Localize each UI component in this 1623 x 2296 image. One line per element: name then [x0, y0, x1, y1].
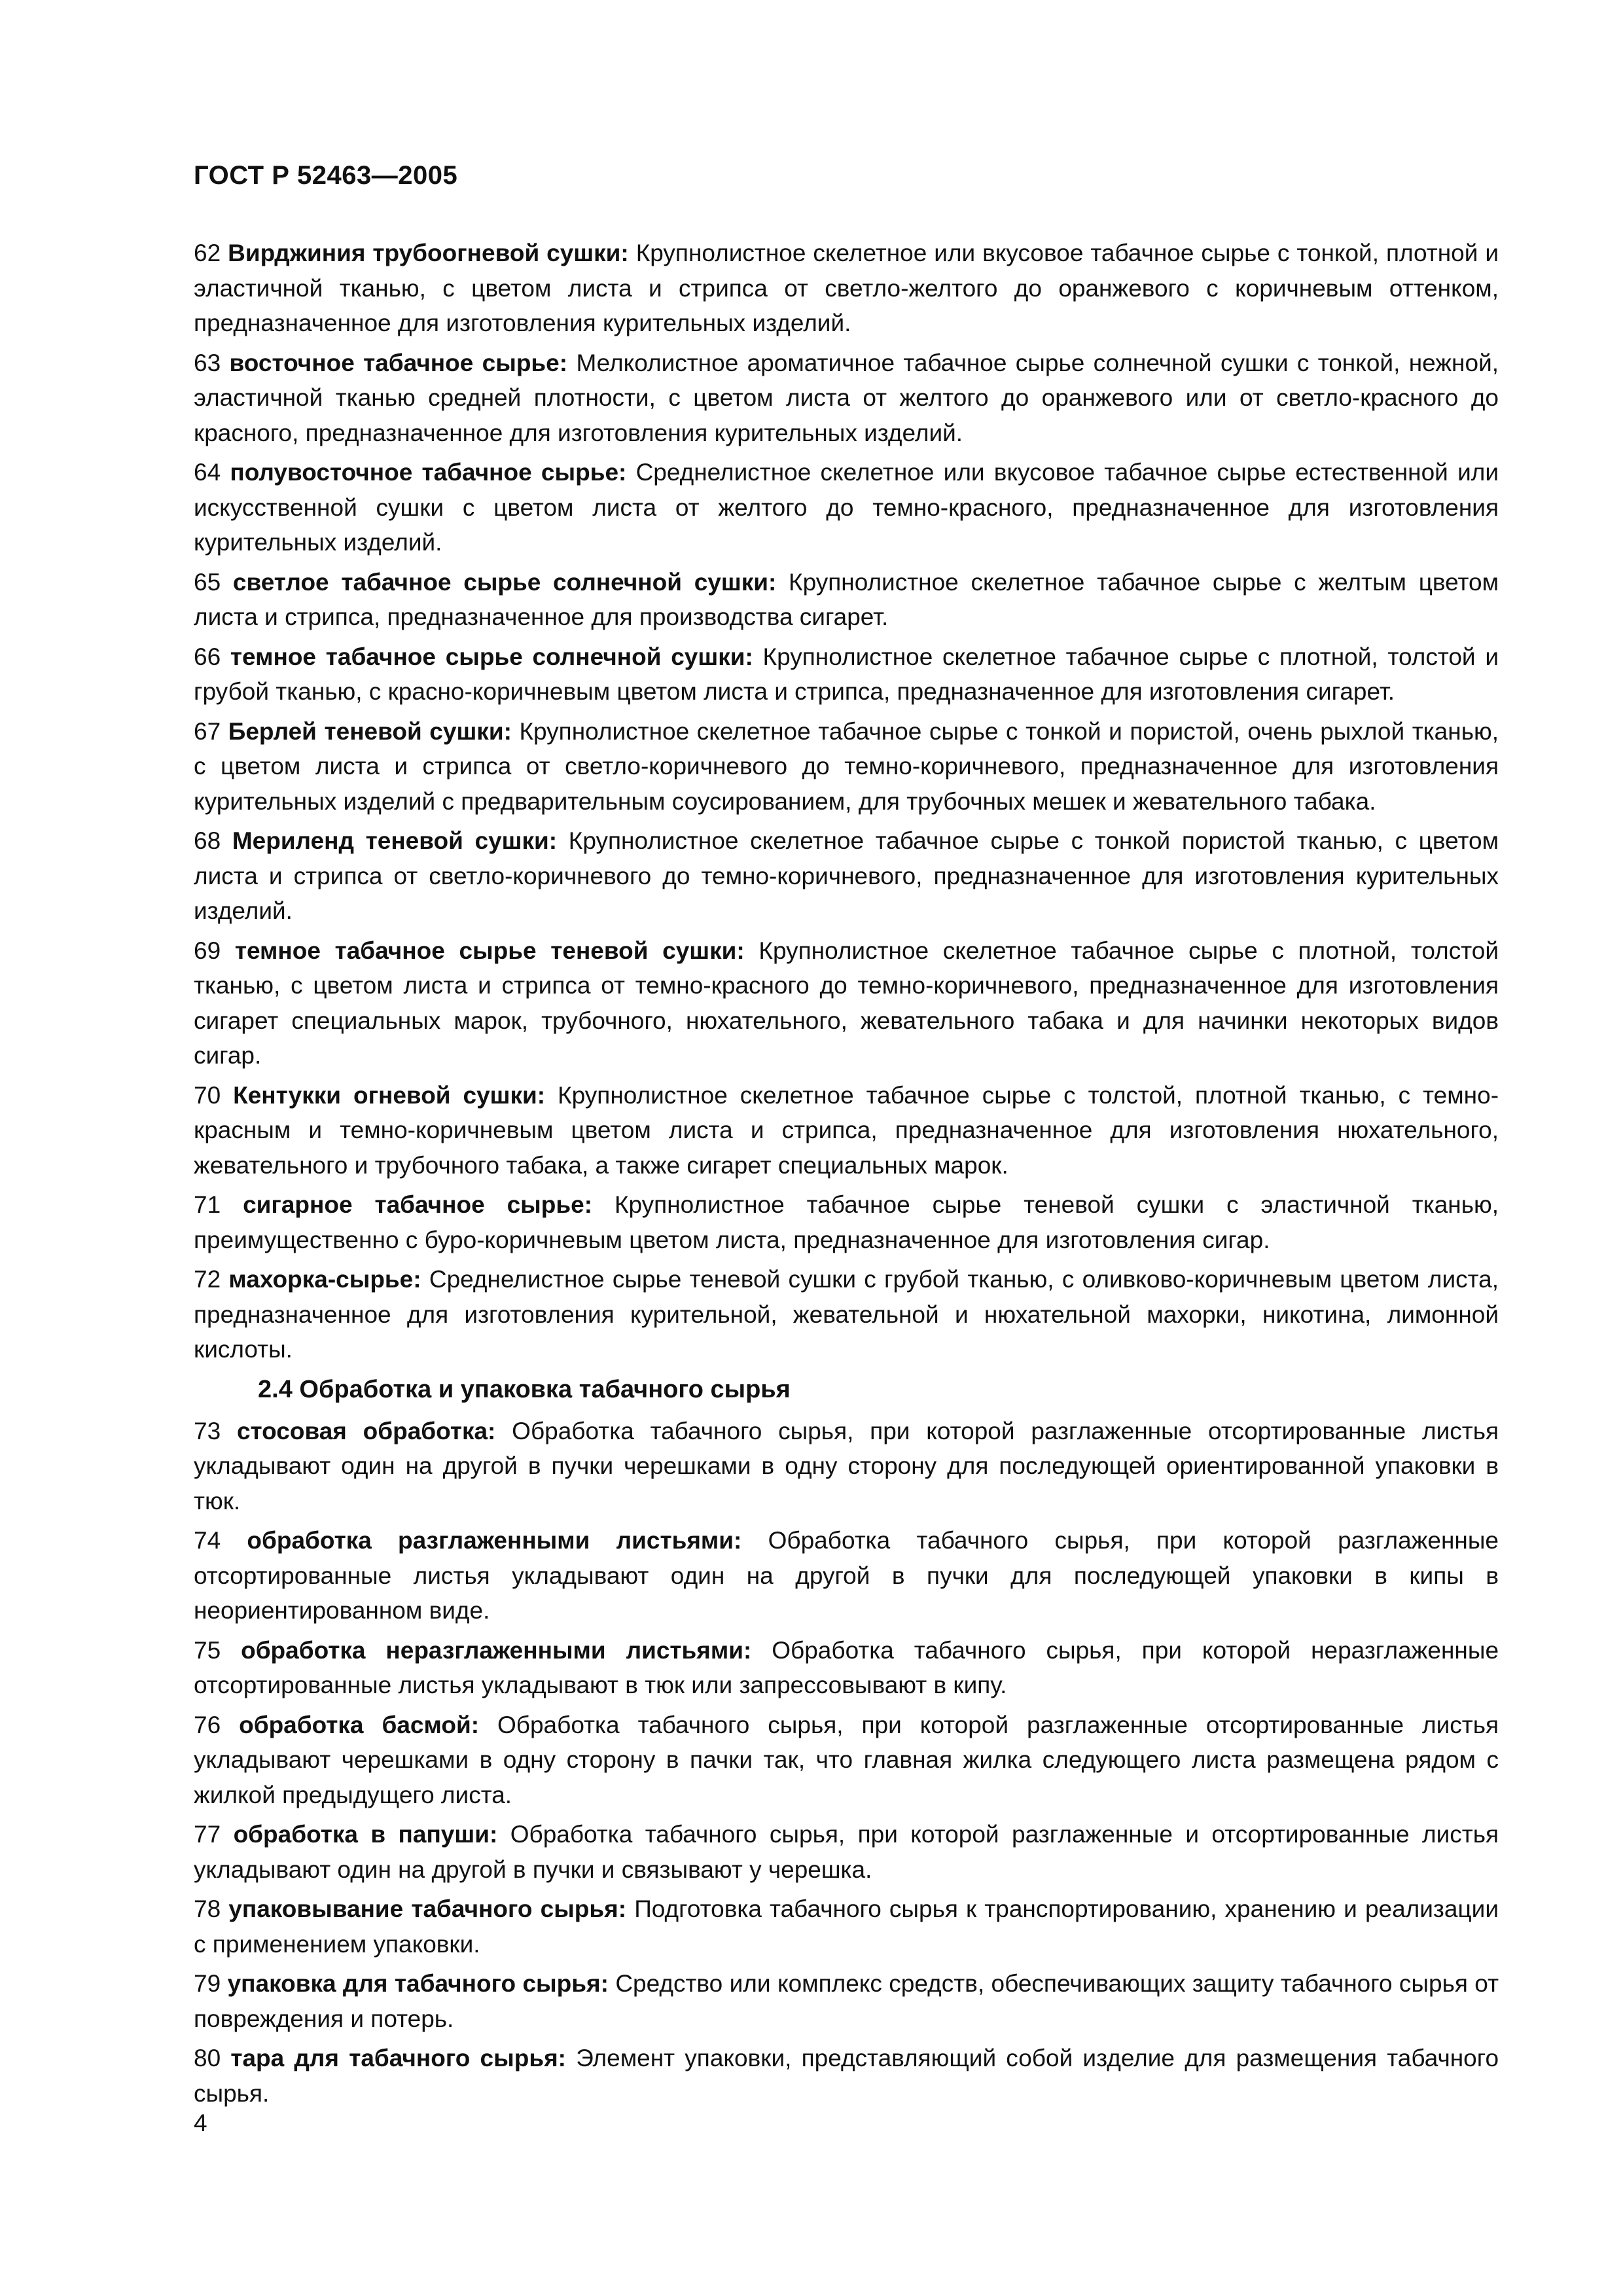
- term-name: Берлей теневой сушки:: [228, 717, 512, 745]
- term-definition: Обработка табачного сырья, при которой разглаженные отсортированные листья укладывают один на другой в пучки черешками в одну сторону для последующей ориентированной упаковки в тюк.: [194, 1417, 1499, 1515]
- term-definition: Крупнолистное скелетное табачное сырье с плотной, толстой и грубой тканью, с красно-коричневым цветом листа и стрипса, предназначенное для изготовления сигарет.: [194, 643, 1499, 705]
- term-name: обработка в папуши:: [233, 1821, 498, 1848]
- term-definition: Обработка табачного сырья, при которой неразглаженные отсортированные листья укладывают в тюк или запрессовывают в кипу.: [194, 1636, 1499, 1698]
- term-73: 73 стосовая обработка: Обработка табачного сырья, при которой разглаженные отсортированные листья укладывают один на другой в пучки черешками в одну сторону для последующей ориентированной упаковки в тюк.: [194, 1417, 1499, 1515]
- term-definition: Мелколистное ароматичное табачное сырье солнечной сушки с тонкой, нежной, эластичной тканью средней плотности, с цветом листа от желтого до оранжевого или от светло-красного до красного, предназначенное для изготовления курительных изделий.: [194, 349, 1499, 446]
- term-66: 66 темное табачное сырье солнечной сушки: Крупнолистное скелетное табачное сырье с плотной, толстой и грубой тканью, с красно-коричневым цветом листа и стрипса, предназначенное для изготовления сигарет.: [194, 643, 1499, 705]
- page-number: 4: [194, 2109, 207, 2136]
- term-67: 67 Берлей теневой сушки: Крупнолистное скелетное табачное сырье с тонкой и пористой, очень рыхлой тканью, с цветом листа и стрипса от светло-коричневого до темно-коричневого, предназначенное для изготовления курительных изделий с предварительным соусированием, для трубочных мешек и жевательного табака.: [194, 717, 1499, 815]
- document-body: [194, 236, 1499, 2115]
- term-definition: Обработка табачного сырья, при которой разглаженные отсортированные листья укладывают один на другой в пучки для последующей упаковки в кипы в неориентированном виде.: [194, 1527, 1499, 1624]
- term-name: Кентукки огневой сушки:: [233, 1081, 546, 1109]
- term-69: 69 темное табачное сырье теневой сушки: Крупнолистное скелетное табачное сырье с плотной, толстой тканью, с цветом листа и стрипса от темно-красного до темно-коричневого, предназначенное для изготовления сигарет специальных марок, трубочного, нюхательного, жевательного табака и для начинки некоторых видов сигар.: [194, 937, 1499, 1069]
- term-definition: Крупнолистное табачное сырье теневой сушки с эластичной тканью, преимущественно с буро-коричневым цветом листа, предназначенное для изготовления сигар.: [194, 1191, 1499, 1253]
- terms-list-raw-tobacco: [194, 236, 1499, 1367]
- term-name: Мериленд теневой сушки:: [232, 827, 558, 854]
- term-name: светлое табачное сырье солнечной сушки:: [232, 568, 777, 596]
- term-62: 62 Вирджиния трубоогневой сушки: Крупнолистное скелетное или вкусовое табачное сырье с тонкой, плотной и эластичной тканью, с цветом листа и стрипса от светло-желтого до оранжевого с коричневым оттенком, предназначенное для изготовления курительных изделий.: [194, 240, 1499, 336]
- term-77: 77 обработка в папуши: Обработка табачного сырья, при которой разглаженные и отсортированные листья укладывают один на другой в пучки и связывают у черешка.: [194, 1821, 1499, 1883]
- term-71: 71 сигарное табачное сырье: Крупнолистное табачное сырье теневой сушки с эластичной тканью, преимущественно с буро-коричневым цветом листа, предназначенное для изготовления сигар.: [194, 1191, 1499, 1253]
- term-name: полувосточное табачное сырье:: [230, 459, 627, 486]
- term-name: темное табачное сырье солнечной сушки:: [230, 643, 753, 670]
- term-name: Вирджиния трубоогневой сушки:: [228, 240, 629, 266]
- terms-list-processing-packaging: [194, 1414, 1499, 2111]
- term-definition: Обработка табачного сырья, при которой разглаженные и отсортированные листья укладывают один на другой в пучки и связывают у черешка.: [194, 1821, 1499, 1883]
- term-definition: Среднелистное сырье теневой сушки с грубой тканью, с оливково-коричневым цветом листа, предназначенное для изготовления курительной, жевательной и нюхательной махорки, никотина, лимонной кислоты.: [194, 1266, 1499, 1363]
- term-name: восточное табачное сырье:: [229, 349, 568, 376]
- term-name: тара для табачного сырья:: [230, 2045, 566, 2072]
- term-76: 76 обработка басмой: Обработка табачного сырья, при которой разглаженные отсортированные листья укладывают черешками в одну сторону в пачки так, что главная жилка следующего листа размещена рядом с жилкой предыдущего листа.: [194, 1711, 1499, 1808]
- term-name: упаковка для табачного сырья:: [227, 1970, 609, 1997]
- term-79: 79 упаковка для табачного сырья: Средство или комплекс средств, обеспечивающих защиту табачного сырья от повреждения и потерь.: [194, 1970, 1499, 2032]
- term-definition: Подготовка табачного сырья к транспортированию, хранению и реализации с применением упаковки.: [194, 1895, 1499, 1958]
- document-header: ГОСТ Р 52463—2005: [194, 161, 458, 190]
- section-heading: 2.4 Обработка и упаковка табачного сырья: [258, 1375, 791, 1403]
- term-name: упаковывание табачного сырья:: [228, 1895, 627, 1922]
- term-definition: Крупнолистное скелетное или вкусовое табачное сырье с тонкой, плотной и эластичной тканью, с цветом листа и стрипса от светло-желтого до оранжевого с коричневым оттенком, предназначенное для изготовления курительных изделий.: [194, 240, 1499, 336]
- term-definition: Элемент упаковки, представляющий собой изделие для размещения табачного сырья.: [194, 2045, 1499, 2107]
- term-78: 78 упаковывание табачного сырья: Подготовка табачного сырья к транспортированию, хранению и реализации с применением упаковки.: [194, 1895, 1499, 1958]
- term-definition: Обработка табачного сырья, при которой разглаженные отсортированные листья укладывают черешками в одну сторону в пачки так, что главная жилка следующего листа размещена рядом с жилкой предыдущего листа.: [194, 1711, 1499, 1808]
- term-63: 63 восточное табачное сырье: Мелколистное ароматичное табачное сырье солнечной сушки с тонкой, нежной, эластичной тканью средней плотности, с цветом листа от желтого до оранжевого или от светло-красного до красного, предназначенное для изготовления курительных изделий.: [194, 349, 1499, 446]
- term-name: обработка разглаженными листьями:: [247, 1527, 742, 1554]
- term-definition: Крупнолистное скелетное табачное сырье с тонкой и пористой, очень рыхлой тканью, с цветом листа и стрипса от светло-коричневого до темно-коричневого, предназначенное для изготовления курительных изделий с предварительным соусированием, для трубочных мешек и жевательного табака.: [194, 717, 1499, 815]
- term-65: 65 светлое табачное сырье солнечной сушки: Крупнолистное скелетное табачное сырье с желтым цветом листа и стрипса, предназначенное для производства сигарет.: [194, 568, 1499, 630]
- term-72: 72 махорка-сырье: Среднелистное сырье теневой сушки с грубой тканью, с оливково-коричневым цветом листа, предназначенное для изготовления курительной, жевательной и нюхательной махорки, никотина, лимонной кислоты.: [194, 1266, 1499, 1363]
- term-definition: Крупнолистное скелетное табачное сырье с плотной, толстой тканью, с цветом листа и стрипса от темно-красного до темно-коричневого, предназначенное для изготовления сигарет специальных марок, трубочного, нюхательного, жевательного табака и для начинки некоторых видов сигар.: [194, 937, 1499, 1069]
- term-definition: Средство или комплекс средств, обеспечивающих защиту табачного сырья от повреждения и потерь.: [194, 1970, 1499, 2032]
- term-name: обработка басмой:: [239, 1711, 480, 1738]
- term-80: 80 тара для табачного сырья: Элемент упаковки, представляющий собой изделие для размещения табачного сырья.: [194, 2045, 1499, 2107]
- term-75: 75 обработка неразглаженными листьями: Обработка табачного сырья, при которой неразглаженные отсортированные листья укладывают в тюк или запрессовывают в кипу.: [194, 1636, 1499, 1698]
- term-definition: Крупнолистное скелетное табачное сырье с желтым цветом листа и стрипса, предназначенное для производства сигарет.: [194, 568, 1499, 630]
- term-name: стосовая обработка:: [236, 1417, 496, 1444]
- term-definition: Среднелистное скелетное или вкусовое табачное сырье естественной или искусственной сушки с цветом листа от желтого до темно-красного, предназначенное для изготовления курительных изделий.: [194, 459, 1499, 556]
- term-64: 64 полувосточное табачное сырье: Среднелистное скелетное или вкусовое табачное сырье естественной или искусственной сушки с цветом листа от желтого до темно-красного, предназначенное для изготовления курительных изделий.: [194, 459, 1499, 556]
- term-name: сигарное табачное сырье:: [243, 1191, 593, 1218]
- term-definition: Крупнолистное скелетное табачное сырье с тонкой пористой тканью, с цветом листа и стрипса от светло-коричневого до темно-коричневого, предназначенное для изготовления курительных изделий.: [194, 827, 1499, 924]
- term-name: махорка-сырье:: [228, 1266, 421, 1293]
- term-definition: Крупнолистное скелетное табачное сырье с толстой, плотной тканью, с темно-красным и темно-коричневым цветом листа и стрипса, предназначенное для изготовления нюхательного, жевательного и трубочного табака, а также сигарет специальных марок.: [194, 1081, 1499, 1179]
- term-74: 74 обработка разглаженными листьями: Обработка табачного сырья, при которой разглаженные отсортированные листья укладывают один на другой в пучки для последующей упаковки в кипы в неориентированном виде.: [194, 1527, 1499, 1624]
- term-70: 70 Кентукки огневой сушки: Крупнолистное скелетное табачное сырье с толстой, плотной тканью, с темно-красным и темно-коричневым цветом листа и стрипса, предназначенное для изготовления нюхательного, жевательного и трубочного табака, а также сигарет специальных марок.: [194, 1081, 1499, 1179]
- term-68: 68 Мериленд теневой сушки: Крупнолистное скелетное табачное сырье с тонкой пористой тканью, с цветом листа и стрипса от светло-коричневого до темно-коричневого, предназначенное для изготовления курительных изделий.: [194, 827, 1499, 924]
- term-name: темное табачное сырье теневой сушки:: [234, 937, 745, 964]
- term-name: обработка неразглаженными листьями:: [241, 1636, 752, 1664]
